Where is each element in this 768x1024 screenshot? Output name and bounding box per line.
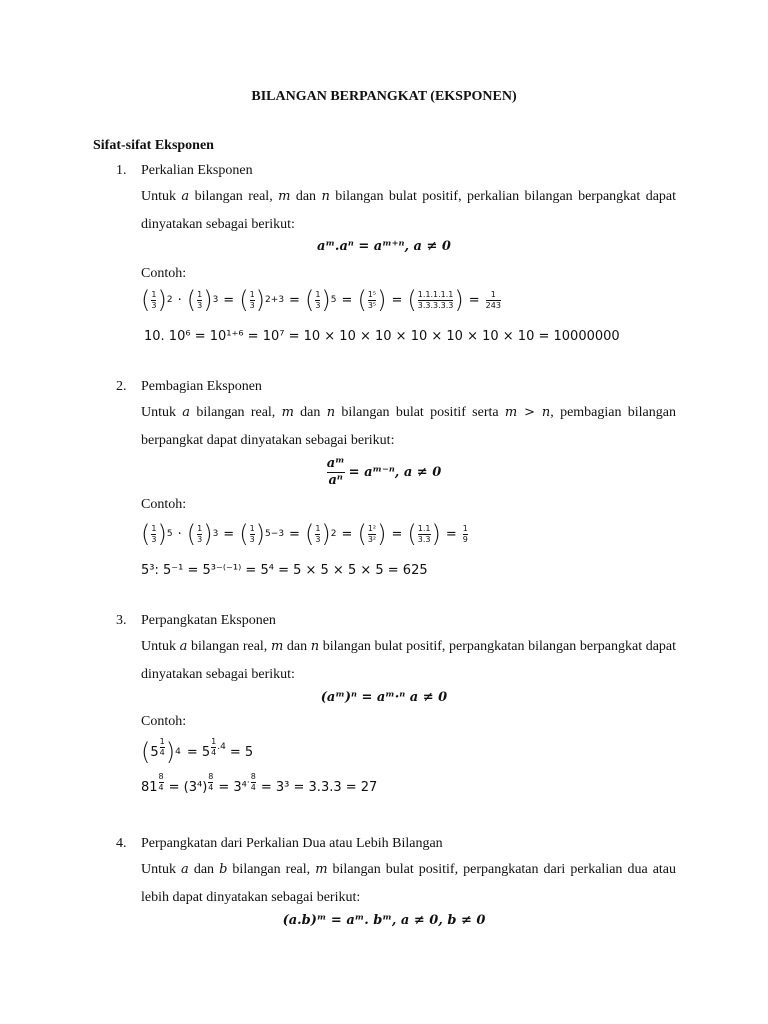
- paragraph-4: Untuk a dan b bilangan real, m bilangan bulat positif, perpangkatan dari perkalian dua atau lebih dapat dinyatakan sebagai berikut:: [141, 862, 677, 905]
- item-number-2: 2.: [116, 379, 127, 394]
- item-number-1: 1.: [116, 163, 127, 178]
- formula-1: aᵐ.aⁿ = aᵐ⁺ⁿ, a ≠ 0: [317, 239, 451, 254]
- example-3-2: 81 $\frac{8}{4}$ = (3⁴) $\frac{8}{4}$ = 3⁴ · $\frac{8}{4}$ = 3³ = 3.3.3 = 27: [141, 772, 378, 795]
- paragraph-1: Untuk a bilangan real, m dan n bilangan bulat positif, perkalian bilangan berpangkat dapat dinyatakan sebagai berikut:: [141, 189, 677, 232]
- item-number-3: 3.: [116, 613, 127, 628]
- example-1-2: 10. 10⁶ = 10¹⁺⁶ = 10⁷ = 10 × 10 × 10 × 10 × 10 × 10 × 10 = 10000000: [144, 329, 620, 344]
- item-title-1: Perkalian Eksponen: [141, 163, 253, 178]
- example-3-1: ( 5 $\frac{1}{4}$ ) 4 = 5 $\frac{1}{4}$ .4 = 5: [141, 736, 254, 766]
- example-2-1: ( $\frac{1}{3}$ ) 5 · ( $\frac{1}{3}$ ) 3 = ( $\frac{1}{3}$ ) 5−3 = ( $\frac{1}{3}$ ) 2 = ( $\frac{\text{1²}}{\text{3²}}$ ) = ( $\frac{1.1}{3.3}$ ) = $\frac{1}{9}$: [141, 520, 468, 548]
- paragraph-3: Untuk a bilangan real, m dan n bilangan bulat positif, perpangkatan bilangan berpangkat dapat dinyatakan sebagai berikut:: [141, 639, 677, 682]
- item-title-2: Pembagian Eksponen: [141, 379, 262, 394]
- contoh-label-1: Contoh:: [141, 266, 187, 281]
- example-2-2: 5³: 5⁻¹ = 5³⁻⁽⁻¹⁾ = 5⁴ = 5 × 5 × 5 × 5 = 625: [141, 563, 428, 578]
- paragraph-2: Untuk a bilangan real, m dan n bilangan bulat positif serta m > n, pembagian bilangan berpangkat dapat dinyatakan sebagai berikut:: [141, 405, 676, 448]
- contoh-label-3: Contoh:: [141, 714, 187, 729]
- page-title: BILANGAN BERPANGKAT (EKSPONEN): [251, 89, 517, 104]
- item-number-4: 4.: [116, 836, 127, 851]
- contoh-label-2: Contoh:: [141, 497, 187, 512]
- example-1-1: ( $\frac{1}{3}$ ) 2 · ( $\frac{1}{3}$ ) 3 = ( $\frac{1}{3}$ ) 2+3 = ( $\frac{1}{3}$ ) 5 = ( $\frac{\text{1⁵}}{\text{3⁵}}$ ) = ( $\frac{1.1.1.1.1}{3.3.3.3.3}$ ) = $\frac{1}{243}$: [141, 286, 501, 314]
- item-title-3: Perpangkatan Eksponen: [141, 613, 276, 628]
- item-title-4: Perpangkatan dari Perkalian Dua atau Lebih Bilangan: [141, 836, 443, 851]
- formula-3: (aᵐ)ⁿ = aᵐ·ⁿ a ≠ 0: [320, 690, 448, 705]
- formula-2: aᵐ aⁿ = aᵐ⁻ⁿ, a ≠ 0: [326, 456, 442, 488]
- section-heading: Sifat-sifat Eksponen: [93, 138, 214, 153]
- formula-4: (a.b)ᵐ = aᵐ. bᵐ, a ≠ 0, b ≠ 0: [282, 913, 486, 928]
